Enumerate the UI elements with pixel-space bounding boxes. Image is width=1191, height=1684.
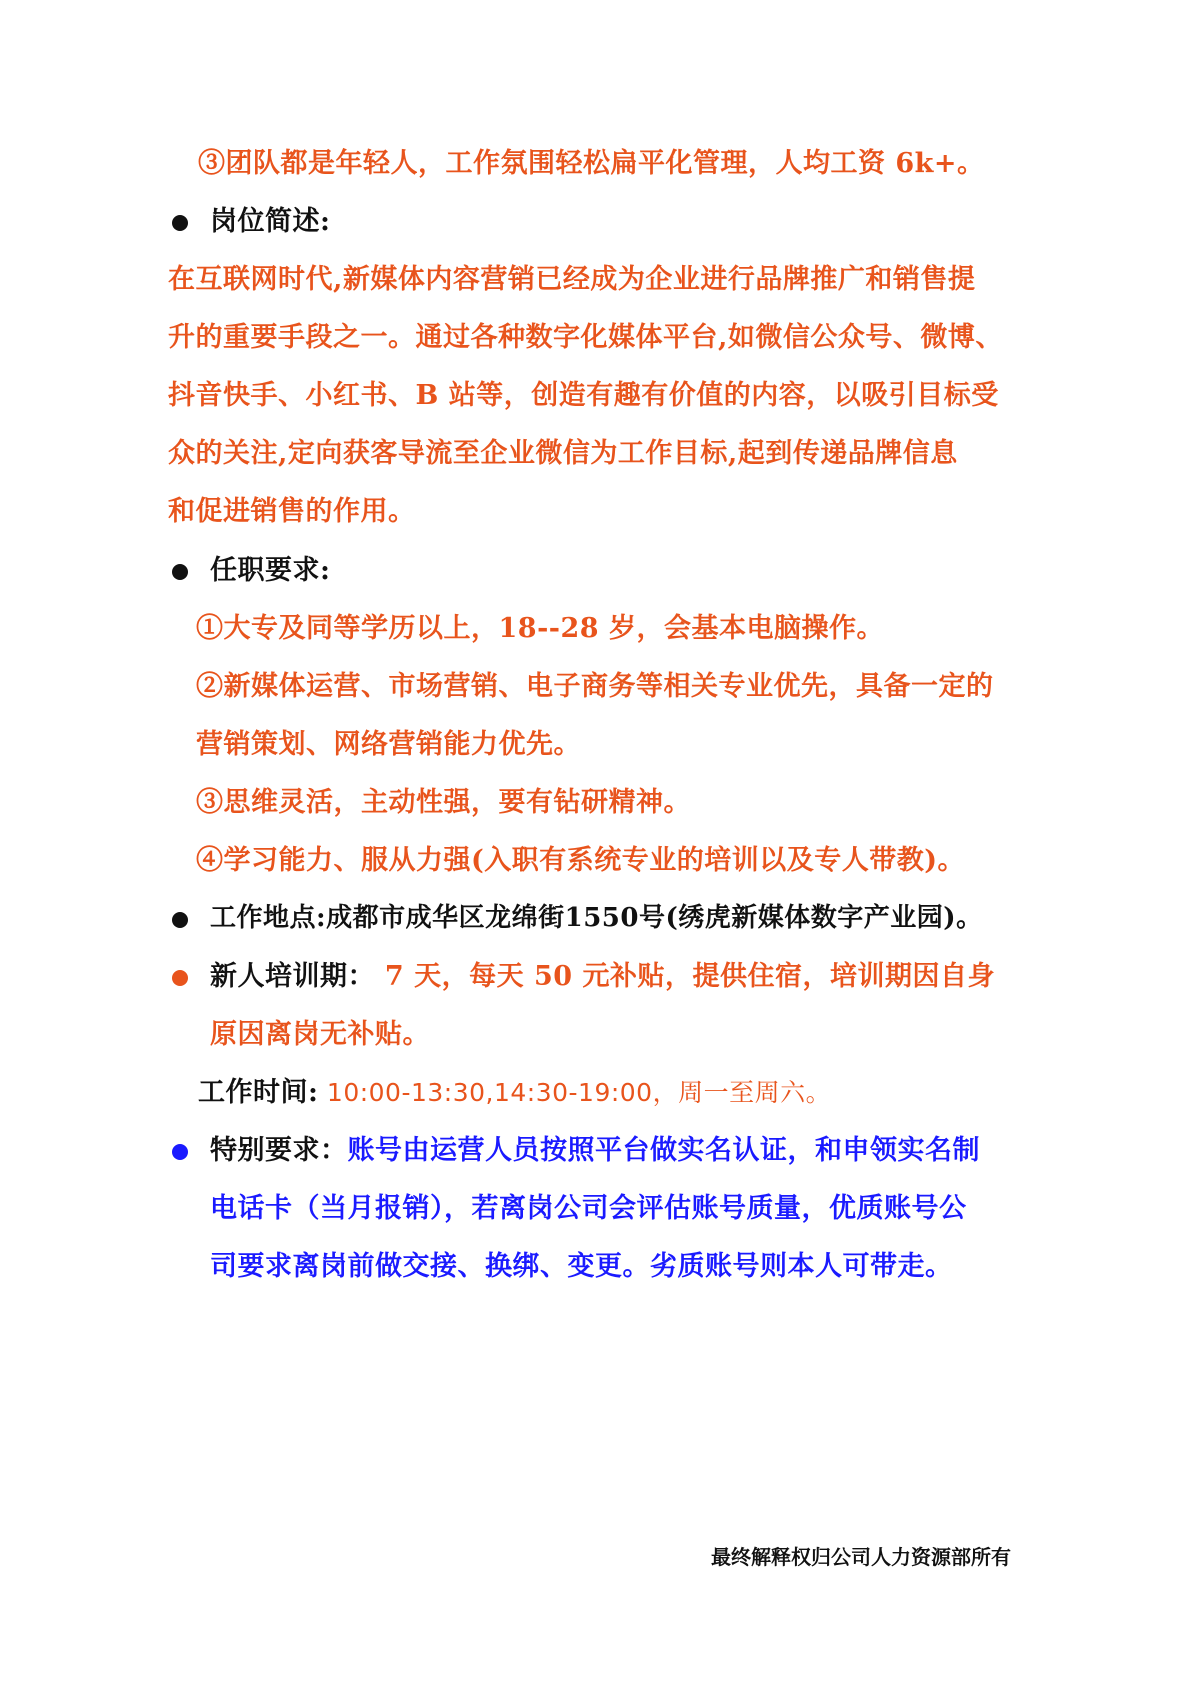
special-detail-1: 账号由运营人员按照平台做实名认证，和申领实名制 [347,1135,980,1166]
requirement-2: ②新媒体运营、市场营销、电子商务等相关专业优先，具备一定的 [196,671,994,702]
special-label: 特别要求： [210,1135,348,1166]
bullet-requirements [172,564,188,580]
requirement-4: ④学习能力、服从力强(入职有系统专业的培训以及专人带教)。 [196,845,966,876]
bullet-training [172,970,188,986]
job-description-line-2: 升的重要手段之一。通过各种数字化媒体平台,如微信公众号、微博、 [168,322,1003,353]
requirement-1: ①大专及同等学历以上，18--28 岁，会基本电脑操作。 [196,613,884,644]
special-line-3: 司要求离岗前做交接、换绑、变更。劣质账号则本人可带走。 [210,1251,953,1282]
bullet-location [172,912,188,928]
bullet-special [172,1144,188,1160]
job-description-line-3: 抖音快手、小红书、B 站等，创造有趣有价值的内容，以吸引目标受 [168,380,999,411]
requirement-2-cont: 营销策划、网络营销能力优先。 [196,729,581,760]
special-line-1 [210,1135,980,1167]
intro-point-3: ③团队都是年轻人，工作氛围轻松扁平化管理，人均工资 6k+。 [198,148,985,179]
job-description-line-1: 在互联网时代,新媒体内容营销已经成为企业进行品牌推广和销售提 [168,264,976,295]
requirements-heading: 任职要求: [210,555,331,586]
job-description-heading: 岗位简述: [210,206,331,237]
training-line-2: 原因离岗无补贴。 [210,1019,430,1050]
training-line-1 [210,961,995,993]
training-detail: 7 天，每天 50 元补贴，提供住宿，培训期因自身 [375,961,995,992]
training-label: 新人培训期： [210,961,375,992]
requirement-3: ③思维灵活，主动性强，要有钻研精神。 [196,787,691,818]
work-time-label: 工作时间: [198,1077,319,1108]
job-description-line-4: 众的关注,定向获客导流至企业微信为工作目标,起到传递品牌信息 [168,438,958,469]
footer-note: 最终解释权归公司人力资源部所有 [711,1545,1011,1569]
work-location: 工作地点:成都市成华区龙绵街1550号(绣虎新媒体数字产业园)。 [210,903,983,933]
special-line-2: 电话卡（当月报销），若离岗公司会评估账号质量，优质账号公 [210,1193,967,1224]
work-time-value: 10:00-13:30,14:30-19:00，周一至周六。 [318,1078,832,1107]
job-description-line-5: 和促进销售的作用。 [168,496,416,527]
bullet-job-description [172,215,188,231]
work-time [198,1077,831,1109]
